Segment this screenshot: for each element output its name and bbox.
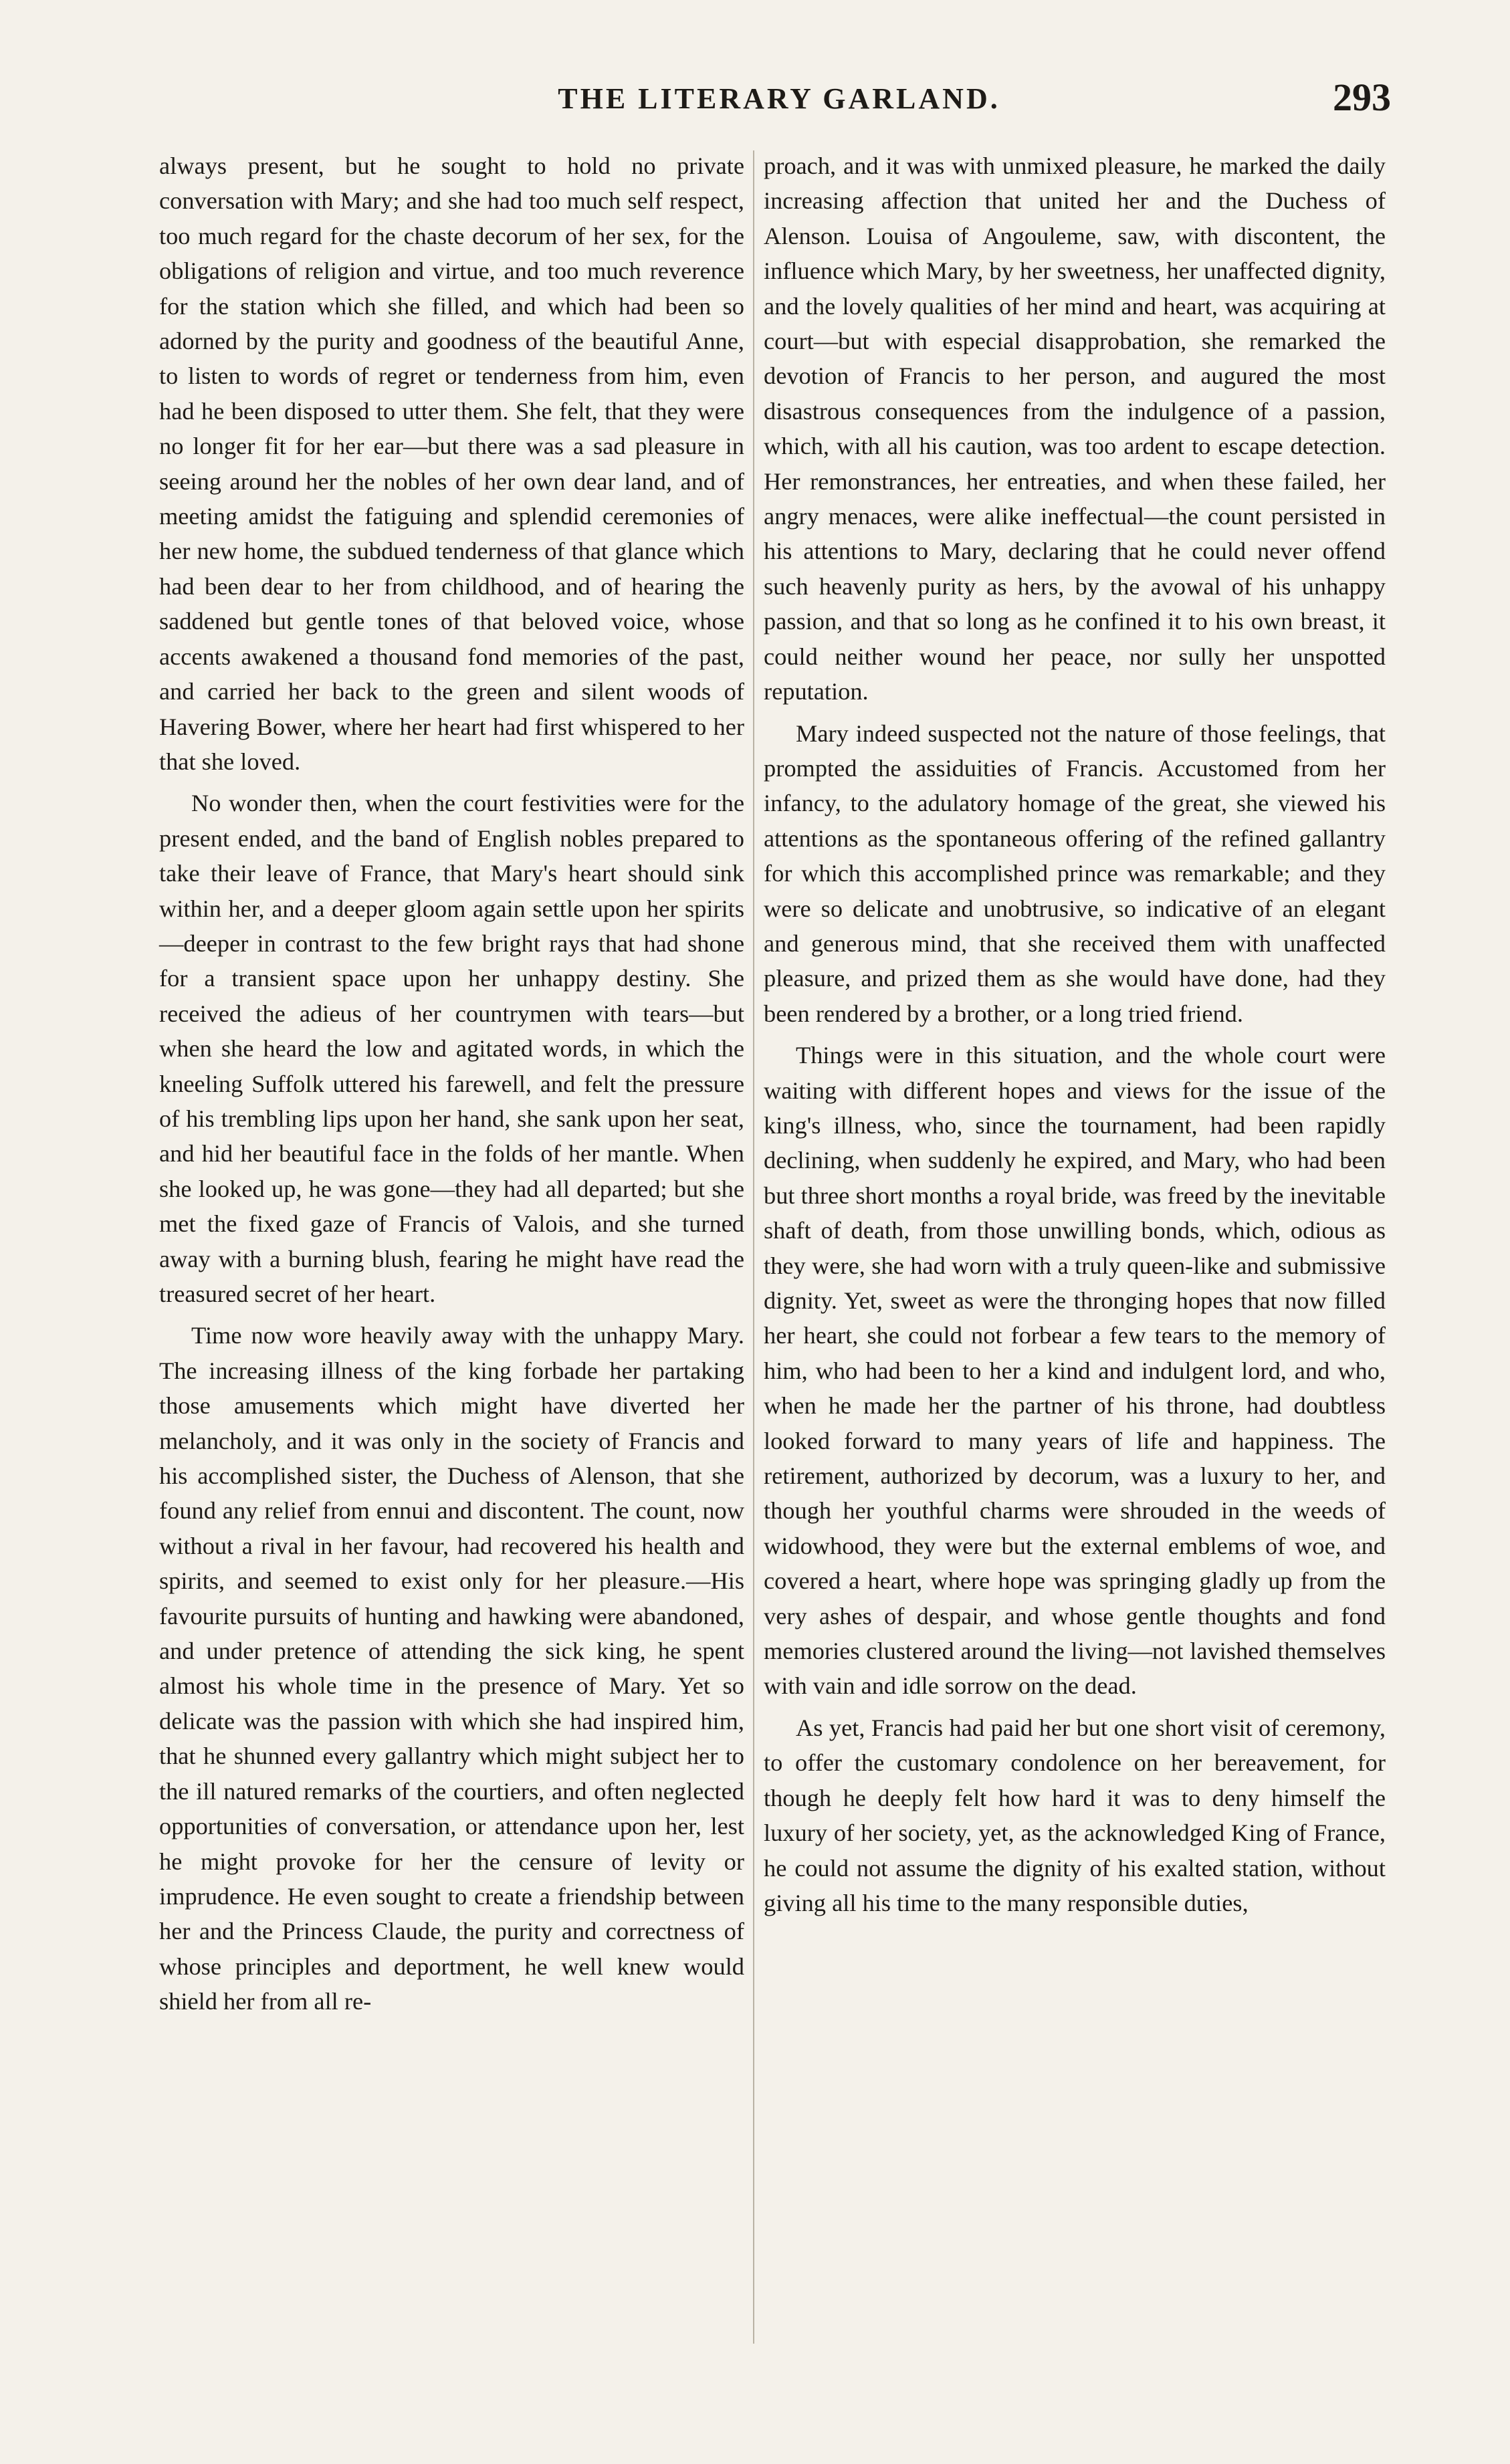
paragraph: No wonder then, when the court festivities were for the present ended, and the band of English nobles prepared to take their leave of France, that Mary's heart should sink within her, and a deeper gloom again settle upon her spirits—deeper in contrast to the few bright rays that had shone for a transient space upon her unhappy destiny. She received the adieus of her countrymen with tears—but when she heard the low and agitated words, in which the kneeling Suffolk uttered his farewell, and felt the pressure of his trembling lips upon her hand, she sank upon her seat, and hid her beautiful face in the folds of her mantle. When she looked up, he was gone—they had all departed; but she met the fixed gaze of Francis of Valois, and she turned away with a burning blush, fearing he might have read the treasured secret of her heart. xyxy=(159,790,744,1307)
paragraph: As yet, Francis had paid her but one short visit of ceremony, to offer the customary condolence on her bereavement, for though he deeply felt how hard it was to deny himself the luxury of her society, yet, as the acknowledged King of France, he could not assume the dignity of his exalted station, without giving all his time to the many responsible duties, xyxy=(764,1714,1386,1916)
paragraph: always present, but he sought to hold no private conversation with Mary; and she had too much self respect, too much regard for the chaste decorum of her sex, for the obligations of religion and virtue, and too much reverence for the station which she filled, and which had been so adorned by the purity and goodness of the beautiful Anne, to listen to words of regret or tenderness from him, even had he been disposed to utter them. She felt, that they were no longer fit for her ear—but there was a sad pleasure in seeing around her the nobles of her own dear land, and of meeting amidst the fatiguing and splendid ceremonies of her new home, the subdued tenderness of that glance which had been dear to her from childhood, and of hearing the saddened but gentle tones of that beloved voice, whose accents awakened a thousand fond memories of the past, and carried her back to the green and silent woods of Havering Bower, where her heart had first whispered to her that she loved. xyxy=(159,152,744,775)
right-column xyxy=(764,148,1386,1920)
left-column xyxy=(159,148,744,2019)
paragraph: Time now wore heavily away with the unhappy Mary. The increasing illness of the king forbade her partaking those amusements which might have diverted her melancholy, and it was only in the society of Francis and his accomplished sister, the Duchess of Alenson, that she found any relief from ennui and discontent. The count, now without a rival in her favour, had recovered his health and spirits, and seemed to exist only for her pleasure.—His favourite pursuits of hunting and hawking were abandoned, and under pretence of attending the sick king, he spent almost his whole time in the presence of Mary. Yet so delicate was the passion with which she had inspired him, that he shunned every gallantry which might subject her to the ill natured remarks of the courtiers, and often neglected opportunities of conversation, or attendance upon her, lest he might provoke for her the censure of levity or imprudence. He even sought to create a friendship between her and the Princess Claude, the purity and correctness of whose principles and deportment, he well knew would shield her from all re- xyxy=(159,1322,744,2015)
paragraph: Mary indeed suspected not the nature of those feelings, that prompted the assiduities of Francis. Accustomed from her infancy, to the adulatory homage of the great, she viewed his attentions as the spontaneous offering of the refined gallantry for which this accomplished prince was remarkable; and they were so delicate and unobtrusive, so indicative of an elegant and generous mind, that she received them with unaffected pleasure, and prized them as she would have done, had they been rendered by a brother, or a long tried friend. xyxy=(764,719,1386,1027)
page-number: 293 xyxy=(1333,76,1391,119)
running-title: THE LITERARY GARLAND. xyxy=(558,82,1000,115)
page-header xyxy=(167,75,1391,128)
paragraph: Things were in this situation, and the whole court were waiting with different hopes and views for the issue of the king's illness, who, since the tournament, had been rapidly declining, when suddenly he expired, and Mary, who had been but three short months a royal bride, was freed by the inevitable shaft of death, from those unwilling bonds, which, odious as they were, she had worn with a truly queen-like and submissive dignity. Yet, sweet as were the thronging hopes that now filled her heart, she could not forbear a few tears to the memory of him, who had been to her a kind and indulgent lord, and who, when he made her the partner of his throne, had doubtless looked forward to many years of life and happiness. The retirement, authorized by decorum, was a luxury to her, and though her youthful charms were shrouded in the weeds of widowhood, they were but the external emblems of woe, and covered a heart, where hope was springing gladly up from the very ashes of despair, and whose gentle thoughts and fond memories clustered around the living—not lavished themselves with vain and idle sorrow on the dead. xyxy=(764,1042,1386,1700)
column-divider xyxy=(753,150,754,2344)
paragraph: proach, and it was with unmixed pleasure, he marked the daily increasing affection that united her and the Duchess of Alenson. Louisa of Angouleme, saw, with discontent, the influence which Mary, by her sweetness, her unaffected dignity, and the lovely qualities of her mind and heart, was acquiring at court—but with especial disapprobation, she remarked the devotion of Francis to her person, and augured the most disastrous consequences from the indulgence of a passion, which, with all his caution, was too ardent to escape detection. Her remonstrances, her entreaties, and when these failed, her angry menaces, were alike ineffectual—the count persisted in his attentions to Mary, declaring that he could never offend such heavenly purity as hers, by the avowal of his unhappy passion, and that so long as he confined it to his own breast, it could neither wound her peace, nor sully her unspotted reputation. xyxy=(764,152,1386,705)
